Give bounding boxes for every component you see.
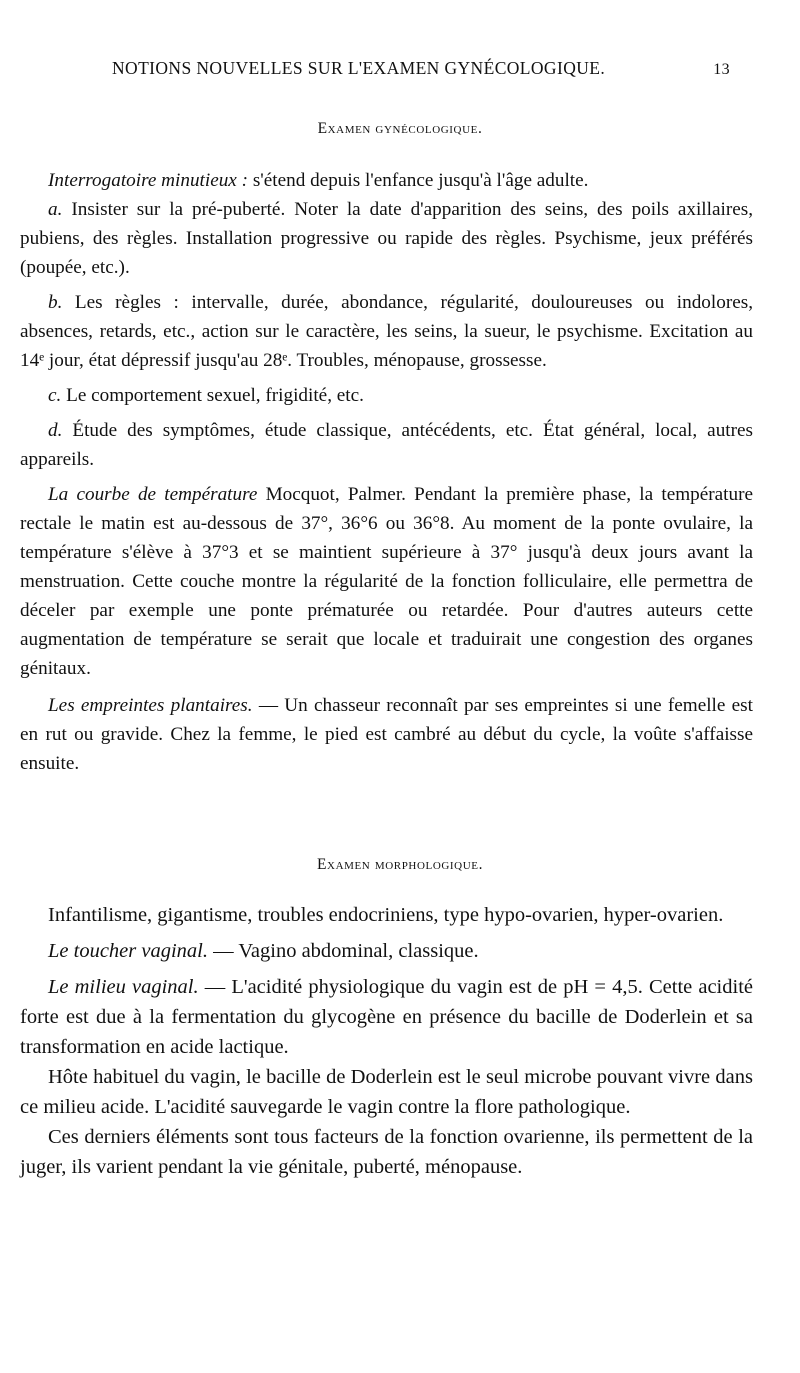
paragraph-vaginal-touch: Le toucher vaginal. — Vagino abdominal, classique. xyxy=(48,940,479,962)
paragraph-c: c. Le comportement sexuel, frigidité, etc. xyxy=(48,385,364,406)
paragraph-interrogatoire: Interrogatoire minutieux : s'étend depuis l'enfance jusqu'à l'âge adulte. xyxy=(48,170,589,191)
paragraph-b: b. Les règles : intervalle, durée, abondance, régularité, douloureuses ou indolores, absences, retards, etc., action sur le caractère, les seins, la sueur, le psychisme. Excitation au 14ᵉ jour, état dépressif jusqu'au 28ᵉ. Troubles, ménopause, grossesse. xyxy=(20,292,753,371)
paragraph-ovarian-factors: Ces derniers éléments sont tous facteurs de la fonction ovarienne, ils permettent de la juger, ils varient pendant la vie génitale, puberté, ménopause. xyxy=(20,1126,753,1178)
running-title: NOTIONS NOUVELLES SUR L'EXAMEN GYNÉCOLOGIQUE. xyxy=(112,58,606,78)
paragraph-plantar-prints: Les empreintes plantaires. — Un chasseur reconnaît par ses empreintes si une femelle est en rut ou gravide. Chez la femme, le pied est cambré au début du cycle, la voûte s'affaisse ensuite. xyxy=(20,695,753,774)
section-morphological-body xyxy=(20,900,753,1182)
paragraph-vaginal-milieu: Le milieu vaginal. — L'acidité physiologique du vagin est de pH = 4,5. Cette acidité forte est due à la fermentation du glycogène en présence du bacille de Doderlein et sa transformation en acide lactique. xyxy=(20,976,753,1058)
section-heading-gynecological: Examen gynécologique. xyxy=(317,120,483,137)
paragraph-doderlein-host: Hôte habituel du vagin, le bacille de Doderlein est le seul microbe pouvant vivre dans ce milieu acide. L'acidité sauvegarde le vagin contre la flore pathologique. xyxy=(20,1066,753,1118)
page-number: 13 xyxy=(713,61,730,78)
paragraph-a: a. Insister sur la pré-puberté. Noter la date d'apparition des seins, des poils axillaires, pubiens, des règles. Installation progressive ou rapide des règles. Psychisme, jeux préférés (poupée, etc.). xyxy=(20,199,753,278)
paragraph-d: d. Étude des symptômes, étude classique, antécédents, etc. État général, local, autres appareils. xyxy=(20,420,753,470)
running-header xyxy=(112,58,730,79)
section-gynecological-body xyxy=(20,166,753,778)
paragraph-infantilism: Infantilisme, gigantisme, troubles endocriniens, type hypo-ovarien, hyper-ovarien. xyxy=(48,904,724,926)
section-heading-morphological: Examen morphologique. xyxy=(316,856,484,873)
paragraph-temperature-curve: La courbe de température Mocquot, Palmer. Pendant la première phase, la température rectale le matin est au-dessous de 37°, 36°6 ou 36°8. Au moment de la ponte ovulaire, la température s'élève à 37°3 et se maintient supérieure à 37° jusqu'à deux jours avant la menstruation. Cette couche montre la régularité de la fonction folliculaire, elle permettra de déceler par exemple une ponte prématurée ou retardée. Pour d'autres auteurs cette augmentation de température se serait que locale et traduirait une congestion des organes génitaux. xyxy=(20,484,753,679)
